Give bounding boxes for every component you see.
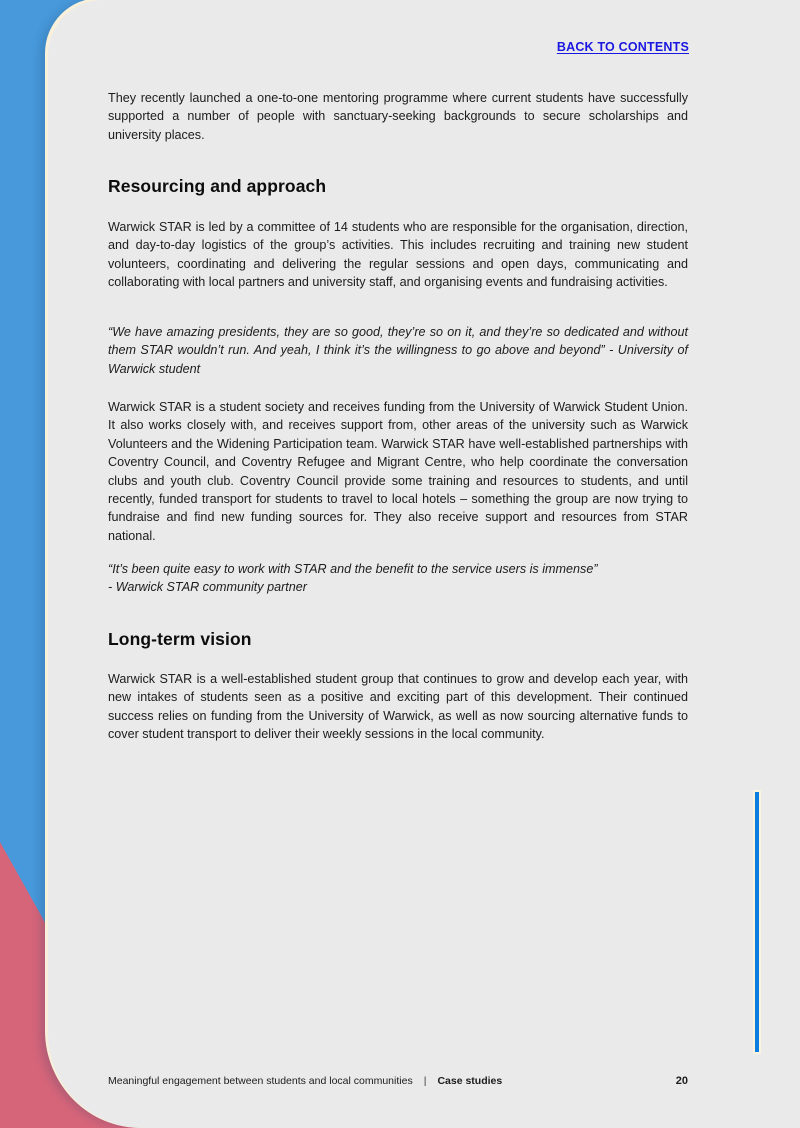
vision-paragraph: Warwick STAR is a well-established student group that continues to grow and develop each year, with new intakes of students seen as a positive and exciting part of this development. Their continued success relies on funding from the University of Warwick, as well as now sourcing alternative funds to cover student transport to deliver their weekly sessions in the local community. [108,672,688,742]
heading-long-term-vision: Long-term vision [108,629,252,649]
document-page [48,0,800,1128]
vertical-rule-decoration [755,792,759,1052]
footer-divider: | [423,1075,427,1087]
quote-attribution: - Warwick STAR community partner [108,580,307,595]
community-partner-quote [108,560,688,597]
back-to-contents-link[interactable]: BACK TO CONTENTS [556,40,689,54]
intro-paragraph: They recently launched a one-to-one mentoring programme where current students have successfully supported a number of people with sanctuary-seeking backgrounds to secure scholarships and university places. [108,91,688,142]
quote-line-1: “It’s been quite easy to work with STAR and the benefit to the service users is immense” [108,562,598,576]
footer-document-title: Meaningful engagement between students and local communities [108,1075,413,1087]
resourcing-paragraph: Warwick STAR is led by a committee of 14 students who are responsible for the organisation, direction, and day-to-day logistics of the group’s activities. This includes recruiting and training new student volunteers, coordinating and delivering the regular sessions and open days, communicating and collaborating with local partners and university staff, and organising events and fundraising activities. [108,220,688,290]
heading-resourcing-and-approach: Resourcing and approach [108,176,327,196]
page-footer [108,1075,688,1087]
page-number: 20 [675,1075,688,1087]
funding-paragraph: Warwick STAR is a student society and receives funding from the University of Warwick Student Union. It also works closely with, and receives support from, other areas of the university such as Warwick Volunteers and the Widening Participation team. Warwick STAR have well-established partnerships with Coventry Council, and Coventry Refugee and Migrant Centre, who help coordinate the conversation clubs and youth club. Coventry Council provide some training and resources to students, and until recently, funded transport for students to travel to local hotels – something the group are now trying to fundraise and find new funding sources for. They also receive support and resources from STAR national. [108,400,688,543]
footer-section-name: Case studies [437,1075,503,1087]
student-quote: “We have amazing presidents, they are so good, they’re so on it, and they’re so dedicated and without them STAR wouldn’t run. And yeah, I think it’s the willingness to go above and beyond” - University of Warwick student [108,325,688,376]
